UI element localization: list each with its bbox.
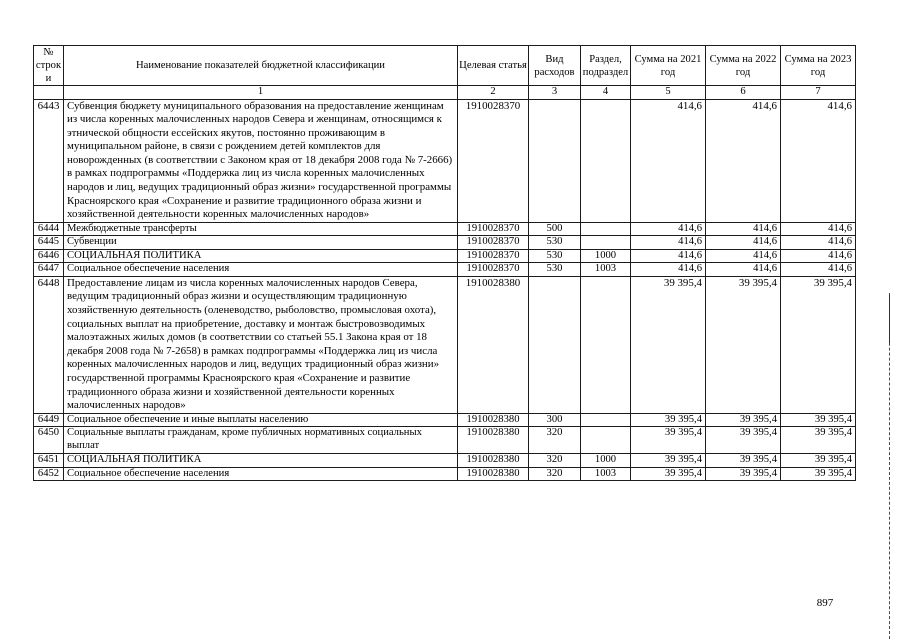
cell-name: Субвенция бюджету муниципального образования на предоставление женщинам из числа коренных малочисленных народов Севера и женщинам, относящимся к этнической общности ессейских якутов, постоянно проживающим в муниципальном районе, в связи с рождением детей комплектов для новорожденных (в соответствии с Законом края от 18 декабря 2008 года № 7-2666) в рамках подпрограммы «Поддержка лиц из числа коренных малочисленных народов и лиц, ведущих традиционный образ жизни» государственной программы Красноярского края «Сохранение и развитие традиционного образа жизни и хозяйственной деятельности коренных малочисленных народов» bbox=[64, 99, 458, 222]
cell-sum-2023: 39 395,4 bbox=[781, 427, 856, 454]
column-number: 1 bbox=[64, 86, 458, 100]
header-name: Наименование показателей бюджетной классификации bbox=[64, 46, 458, 86]
cell-sum-2021: 414,6 bbox=[631, 236, 706, 250]
cell-sum-2023: 414,6 bbox=[781, 99, 856, 222]
budget-classification-table bbox=[33, 45, 856, 481]
cell-expense-type: 320 bbox=[529, 427, 581, 454]
cell-expense-type bbox=[529, 276, 581, 413]
cell-expense-type bbox=[529, 99, 581, 222]
cell-name: Социальное обеспечение и иные выплаты населению bbox=[64, 413, 458, 427]
table-row bbox=[34, 454, 856, 468]
cell-target-article: 1910028380 bbox=[458, 413, 529, 427]
cell-sum-2023: 39 395,4 bbox=[781, 467, 856, 481]
cell-sum-2022: 39 395,4 bbox=[706, 413, 781, 427]
cell-target-article: 1910028370 bbox=[458, 99, 529, 222]
cell-name: Субвенции bbox=[64, 236, 458, 250]
cell-section bbox=[581, 276, 631, 413]
cell-sum-2021: 39 395,4 bbox=[631, 276, 706, 413]
table-row bbox=[34, 427, 856, 454]
page-edge-solid-segment bbox=[889, 295, 890, 343]
table-row bbox=[34, 249, 856, 263]
header-sum-2021: Сумма на 2021 год bbox=[631, 46, 706, 86]
cell-sum-2021: 39 395,4 bbox=[631, 467, 706, 481]
page-number: 897 bbox=[816, 597, 834, 609]
header-row-number: № строки bbox=[34, 46, 64, 86]
cell-name: Социальные выплаты гражданам, кроме публичных нормативных социальных выплат bbox=[64, 427, 458, 454]
cell-row-number: 6451 bbox=[34, 454, 64, 468]
column-number bbox=[34, 86, 64, 100]
cell-sum-2023: 414,6 bbox=[781, 222, 856, 236]
header-sum-2022: Сумма на 2022 год bbox=[706, 46, 781, 86]
cell-section bbox=[581, 413, 631, 427]
header-expense-type: Вид расходов bbox=[529, 46, 581, 86]
cell-sum-2023: 414,6 bbox=[781, 263, 856, 277]
cell-target-article: 1910028370 bbox=[458, 263, 529, 277]
cell-row-number: 6443 bbox=[34, 99, 64, 222]
cell-section: 1000 bbox=[581, 249, 631, 263]
cell-section: 1003 bbox=[581, 263, 631, 277]
cell-target-article: 1910028380 bbox=[458, 427, 529, 454]
cell-row-number: 6447 bbox=[34, 263, 64, 277]
cell-expense-type: 300 bbox=[529, 413, 581, 427]
cell-sum-2022: 39 395,4 bbox=[706, 276, 781, 413]
cell-sum-2021: 414,6 bbox=[631, 99, 706, 222]
cell-sum-2022: 414,6 bbox=[706, 249, 781, 263]
table-row bbox=[34, 413, 856, 427]
cell-sum-2022: 39 395,4 bbox=[706, 454, 781, 468]
cell-expense-type: 320 bbox=[529, 454, 581, 468]
cell-section bbox=[581, 236, 631, 250]
cell-row-number: 6449 bbox=[34, 413, 64, 427]
column-number: 3 bbox=[529, 86, 581, 100]
cell-sum-2023: 39 395,4 bbox=[781, 276, 856, 413]
cell-name: СОЦИАЛЬНАЯ ПОЛИТИКА bbox=[64, 249, 458, 263]
cell-expense-type: 530 bbox=[529, 263, 581, 277]
cell-sum-2023: 39 395,4 bbox=[781, 413, 856, 427]
column-numbers-row bbox=[34, 86, 856, 100]
cell-target-article: 1910028380 bbox=[458, 467, 529, 481]
column-number: 6 bbox=[706, 86, 781, 100]
cell-sum-2023: 414,6 bbox=[781, 249, 856, 263]
cell-row-number: 6444 bbox=[34, 222, 64, 236]
cell-section: 1003 bbox=[581, 467, 631, 481]
cell-sum-2021: 414,6 bbox=[631, 249, 706, 263]
table-row bbox=[34, 222, 856, 236]
cell-expense-type: 530 bbox=[529, 236, 581, 250]
cell-target-article: 1910028370 bbox=[458, 249, 529, 263]
table-row bbox=[34, 467, 856, 481]
cell-row-number: 6452 bbox=[34, 467, 64, 481]
cell-expense-type: 500 bbox=[529, 222, 581, 236]
cell-section bbox=[581, 222, 631, 236]
column-number: 7 bbox=[781, 86, 856, 100]
cell-target-article: 1910028380 bbox=[458, 454, 529, 468]
table-header-row bbox=[34, 46, 856, 86]
table-row bbox=[34, 236, 856, 250]
cell-sum-2023: 414,6 bbox=[781, 236, 856, 250]
cell-sum-2022: 414,6 bbox=[706, 99, 781, 222]
table-row bbox=[34, 263, 856, 277]
cell-sum-2021: 39 395,4 bbox=[631, 413, 706, 427]
cell-target-article: 1910028380 bbox=[458, 276, 529, 413]
table-row bbox=[34, 276, 856, 413]
cell-row-number: 6446 bbox=[34, 249, 64, 263]
cell-name: Межбюджетные трансферты bbox=[64, 222, 458, 236]
cell-sum-2022: 39 395,4 bbox=[706, 467, 781, 481]
cell-sum-2023: 39 395,4 bbox=[781, 454, 856, 468]
cell-row-number: 6445 bbox=[34, 236, 64, 250]
cell-sum-2021: 414,6 bbox=[631, 222, 706, 236]
cell-row-number: 6448 bbox=[34, 276, 64, 413]
cell-sum-2022: 414,6 bbox=[706, 263, 781, 277]
cell-sum-2021: 39 395,4 bbox=[631, 427, 706, 454]
header-sum-2023: Сумма на 2023 год bbox=[781, 46, 856, 86]
header-target-article: Целевая статья bbox=[458, 46, 529, 86]
cell-sum-2022: 414,6 bbox=[706, 222, 781, 236]
cell-section bbox=[581, 427, 631, 454]
cell-sum-2022: 414,6 bbox=[706, 236, 781, 250]
cell-expense-type: 530 bbox=[529, 249, 581, 263]
cell-name: Социальное обеспечение населения bbox=[64, 467, 458, 481]
cell-sum-2021: 414,6 bbox=[631, 263, 706, 277]
cell-target-article: 1910028370 bbox=[458, 236, 529, 250]
cell-name: СОЦИАЛЬНАЯ ПОЛИТИКА bbox=[64, 454, 458, 468]
cell-name: Социальное обеспечение населения bbox=[64, 263, 458, 277]
cell-section bbox=[581, 99, 631, 222]
cell-target-article: 1910028370 bbox=[458, 222, 529, 236]
header-section: Раздел, подраздел bbox=[581, 46, 631, 86]
column-number: 4 bbox=[581, 86, 631, 100]
column-number: 5 bbox=[631, 86, 706, 100]
cell-row-number: 6450 bbox=[34, 427, 64, 454]
column-number: 2 bbox=[458, 86, 529, 100]
cell-expense-type: 320 bbox=[529, 467, 581, 481]
cell-name: Предоставление лицам из числа коренных малочисленных народов Севера, ведущим традиционный образ жизни и осуществляющим традиционную хозяйственную деятельность (оленеводство, рыболовство, промысловая охота), социальных выплат на приобретение, доставку и монтаж быстровозводимых малоэтажных жилых домов (в соответствии со статьей 55.1 Закона края от 18 декабря 2008 года № 7-2658) в рамках подпрограммы «Поддержка лиц из числа коренных малочисленных народов и лиц, ведущих традиционный образ жизни» государственной программы Красноярского края «Сохранение и развитие традиционного образа жизни и хозяйственной деятельности коренных малочисленных народов» bbox=[64, 276, 458, 413]
cell-sum-2022: 39 395,4 bbox=[706, 427, 781, 454]
cell-sum-2021: 39 395,4 bbox=[631, 454, 706, 468]
table-row bbox=[34, 99, 856, 222]
page-edge-dashed-line bbox=[889, 293, 890, 639]
cell-section: 1000 bbox=[581, 454, 631, 468]
